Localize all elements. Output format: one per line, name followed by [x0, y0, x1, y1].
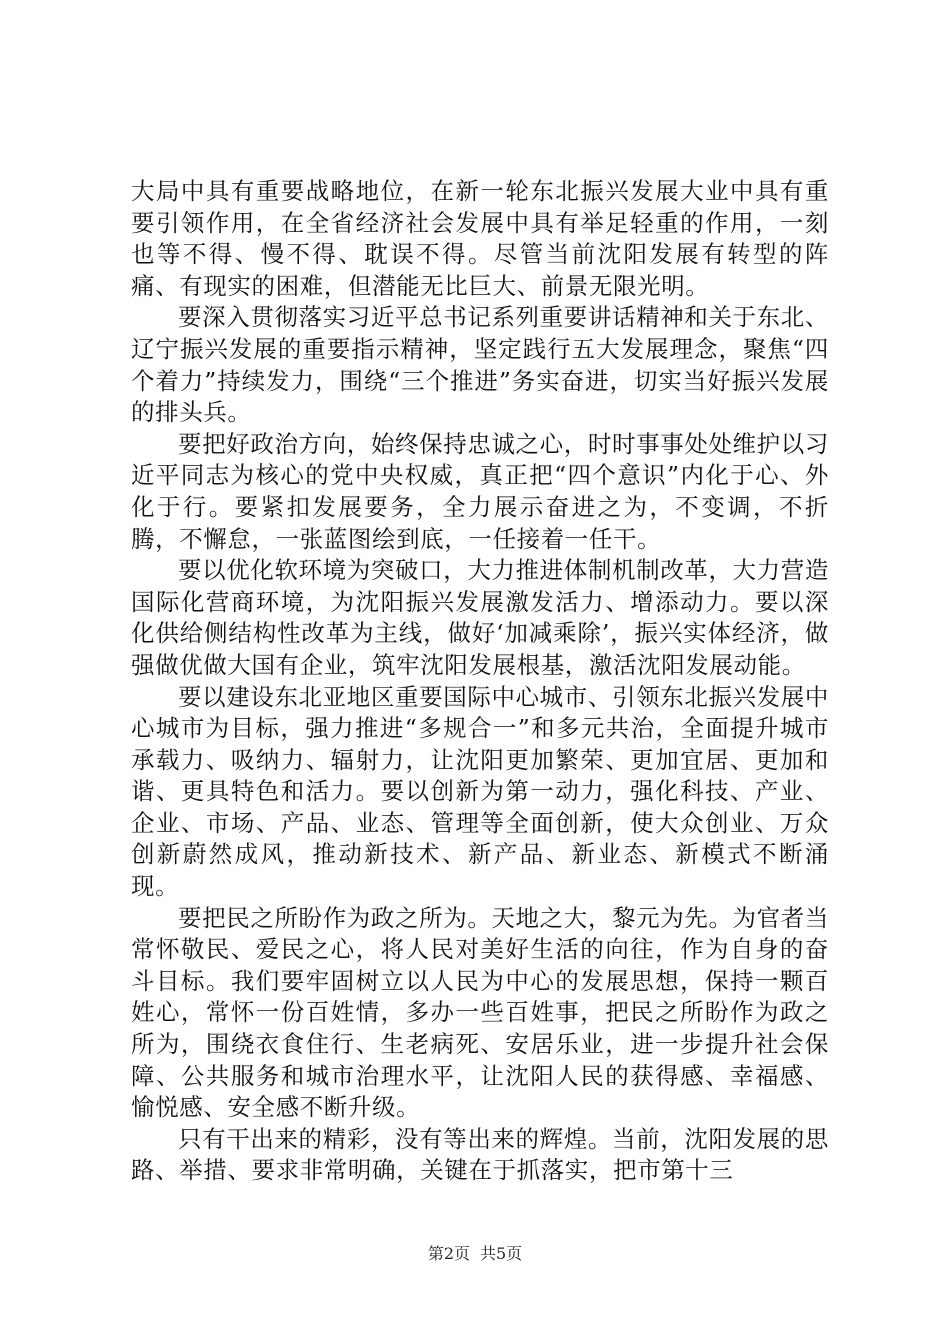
paragraph-7: 只有干出来的精彩，没有等出来的辉煌。当前，沈阳发展的思路、举措、要求非常明确，关键在于抓落实，把市第十三 [131, 1124, 829, 1185]
paragraph-5: 要以建设东北亚地区重要国际中心城市、引领东北振兴发展中心城市为目标，强力推进“多规合一”和多元共治，全面提升城市承载力、吸纳力、辐射力，让沈阳更加繁荣、更加宜居、更加和谐、更具特色和活力。要以创新为第一动力，强化科技、产业、企业、市场、产品、业态、管理等全面创新，使大众创业、万众创新蔚然成风，推动新技术、新产品、新业态、新模式不断涌现。 [131, 682, 829, 901]
paragraph-3: 要把好政治方向，始终保持忠诚之心，时时事事处处维护以习近平同志为核心的党中央权威，真正把“四个意识”内化于心、外化于行。要紧扣发展要务，全力展示奋进之为，不变调，不折腾，不懈怠，一张蓝图绘到底，一任接着一任干。 [131, 429, 829, 553]
page-footer [0, 1244, 950, 1264]
page-number: 第2页 [427, 1244, 470, 1263]
paragraph-6: 要把民之所盼作为政之所为。天地之大，黎元为先。为官者当常怀敬民、爱民之心，将人民对美好生活的向往，作为自身的奋斗目标。我们要牢固树立以人民为中心的发展思想，保持一颗百姓心，常怀一份百姓情，多办一些百姓事，把民之所盼作为政之所为，围绕衣食住行、生老病死、安居乐业，进一步提升社会保障、公共服务和城市治理水平，让沈阳人民的获得感、幸福感、愉悦感、安全感不断升级。 [131, 903, 829, 1122]
paragraph-1: 大局中具有重要战略地位，在新一轮东北振兴发展大业中具有重要引领作用，在全省经济社会发展中具有举足轻重的作用，一刻也等不得、慢不得、耽误不得。尽管当前沈阳发展有转型的阵痛、有现实的困难，但潜能无比巨大、前景无限光明。 [131, 177, 829, 300]
page-total: 共5页 [480, 1244, 523, 1263]
paragraph-2: 要深入贯彻落实习近平总书记系列重要讲话精神和关于东北、辽宁振兴发展的重要指示精神，坚定践行五大发展理念，聚焦“四个着力”持续发力，围绕“三个推进”务实奋进，切实当好振兴发展的排头兵。 [131, 303, 829, 427]
document-body [131, 176, 829, 1187]
paragraph-4: 要以优化软环境为突破口，大力推进体制机制改革，大力营造国际化营商环境，为沈阳振兴发展激发活力、增添动力。要以深化供给侧结构性改革为主线，做好‘加减乘除’，振兴实体经济，做强做优做大国有企业，筑牢沈阳发展根基，激活沈阳发展动能。 [131, 556, 829, 679]
